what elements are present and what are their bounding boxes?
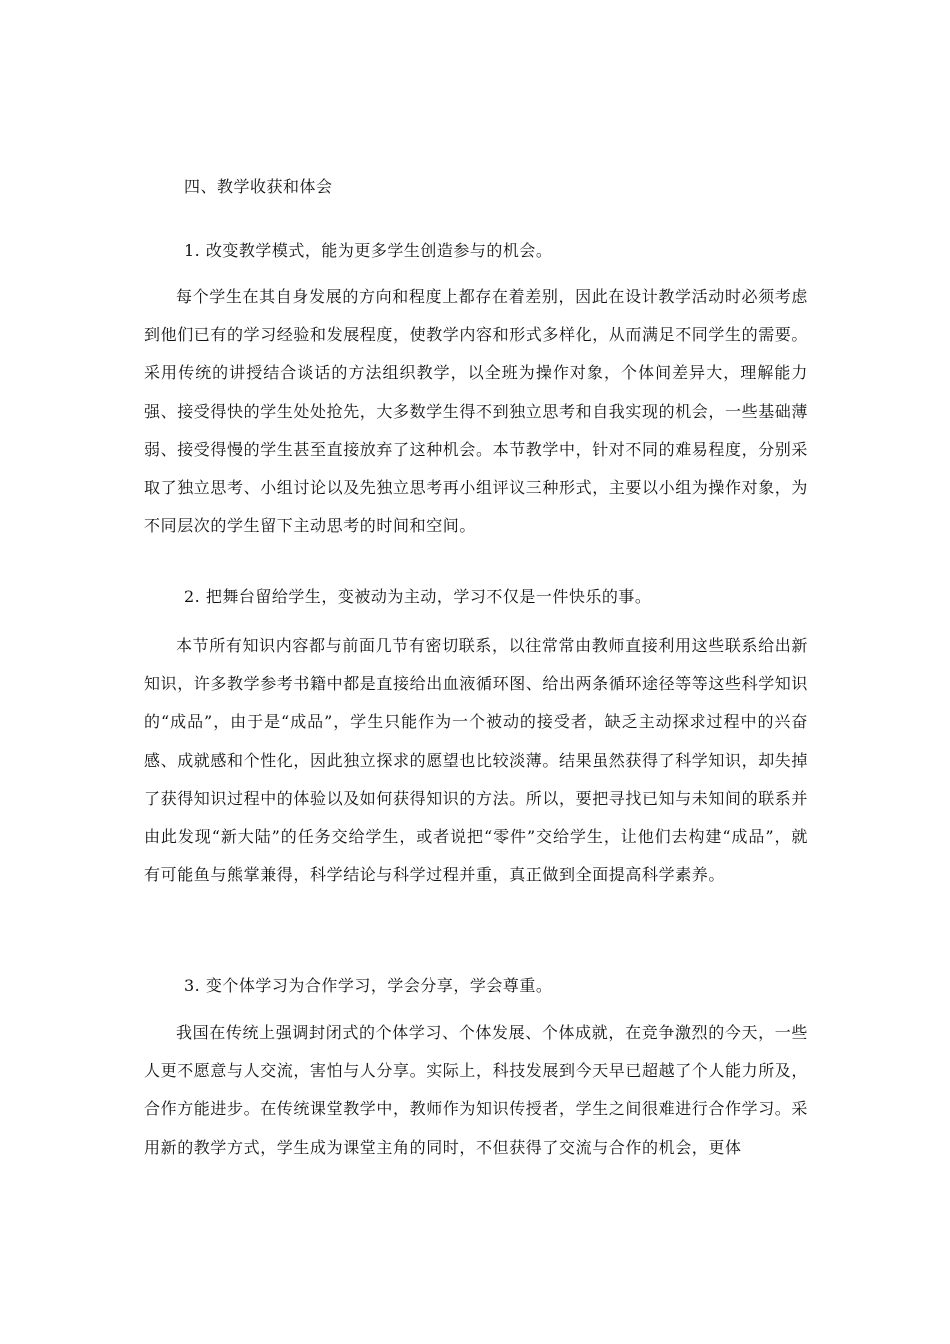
item-1-title: 1. 改变教学模式，能为更多学生创造参与的机会。 [184, 241, 553, 260]
item-3-paragraph: 我国在传统上强调封闭式的个体学习、个体发展、个体成就，在竞争激烈的今天，一些人更不愿意与人交流，害怕与人分享。实际上，科技发展到今天早已超越了个人能力所及，合作方能进步。在传统课堂教学中，教师作为知识传授者，学生之间很难进行合作学习。采用新的教学方式，学生成为课堂主角的同时，不但获得了交流与合作的机会，更体 [144, 1023, 809, 1157]
item-3-title: 3. 变个体学习为合作学习，学会分享，学会尊重。 [184, 976, 553, 995]
item-2-paragraph: 本节所有知识内容都与前面几节有密切联系，以往常常由教师直接利用这些联系给出新知识，许多教学参考书籍中都是直接给出血液循环图、给出两条循环途径等等这些科学知识的“成品”，由于是“成品”，学生只能作为一个被动的接受者，缺乏主动探求过程中的兴奋感、成就感和个性化，因此独立探求的愿望也比较淡薄。结果虽然获得了科学知识，却失掉了获得知识过程中的体验以及如何获得知识的方法。所以，要把寻找已知与未知间的联系并由此发现“新大陆”的任务交给学生，或者说把“零件”交给学生，让他们去构建“成品”，就有可能鱼与熊掌兼得，科学结论与科学过程并重，真正做到全面提高科学素养。 [144, 636, 809, 885]
item-2-title: 2. 把舞台留给学生，变被动为主动，学习不仅是一件快乐的事。 [184, 587, 652, 606]
item-1-paragraph: 每个学生在其自身发展的方向和程度上都存在着差别，因此在设计教学活动时必须考虑到他们已有的学习经验和发展程度，使教学内容和形式多样化，从而满足不同学生的需要。采用传统的讲授结合谈话的方法组织教学，以全班为操作对象，个体间差异大，理解能力强、接受得快的学生处处抢先，大多数学生得不到独立思考和自我实现的机会，一些基础薄弱、接受得慢的学生甚至直接放弃了这种机会。本节教学中，针对不同的难易程度，分别采取了独立思考、小组讨论以及先独立思考再小组评议三种形式，主要以小组为操作对象，为不同层次的学生留下主动思考的时间和空间。 [144, 287, 809, 536]
section-heading: 四、教学收获和体会 [184, 177, 333, 196]
